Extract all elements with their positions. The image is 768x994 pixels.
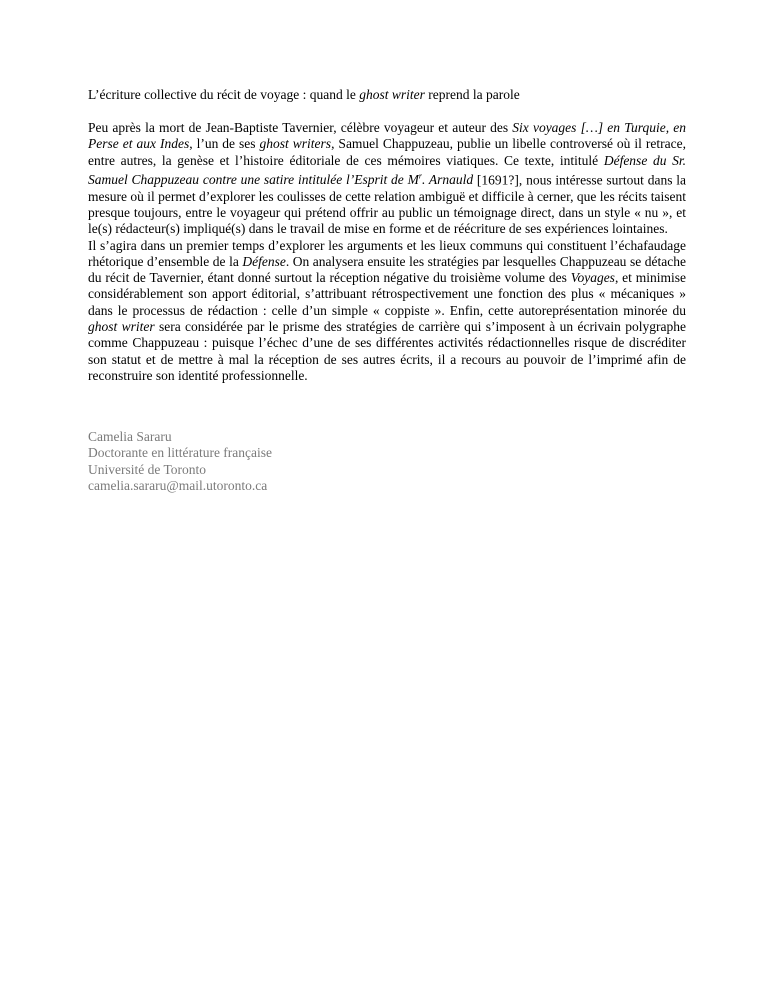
paragraph-method [88, 238, 686, 385]
title-italic-ghost-writer: ghost writer [359, 87, 425, 102]
author-email: camelia.sararu@mail.utoronto.ca [88, 477, 268, 493]
p2-text-4: sera considérée par le prisme des stratégies de carrière qui s’imposent à un écrivain polygraphe comme Chappuzeau : puisque l’échec d’une de ses différentes activités rédactionnelles risque de discréditer son statut et de mettre à mal la réception de ses autres écrits, il a recours au pouvoir de l’imprimé afin de reconstruire son identité professionnelle. [88, 319, 686, 383]
title-text-end: reprend la parole [424, 87, 520, 102]
p2-italic-ghost-writer: ghost writer [88, 319, 155, 335]
p1-defense-title-text: Défense du Sr. Samuel Chappuzeau contre une satire intitulée l’Esprit de M [88, 152, 686, 188]
p1-text-3: , Samuel Chappuzeau, publie un libelle controversé où il retrace, entre autres, la genèse et l’histoire éditoriale de ces mémoires viatiques. Ce texte, intitulé [88, 136, 686, 168]
author-signature [88, 429, 272, 494]
document-title [88, 86, 686, 103]
p2-italic-voyages: Voyages [570, 270, 615, 286]
author-name: Camelia Sararu [88, 429, 172, 444]
p2-italic-defense: Défense [242, 253, 286, 269]
p1-defense-title-superscript: r [418, 171, 422, 181]
author-institution: Université de Toronto [88, 461, 207, 477]
p1-text-4: [1691?], nous intéresse surtout dans la mesure où il permet d’explorer les coulisses de cette relation ambiguë et difficile à cerner, que les récits taisent presque toujours, entre le voyageur qui prétend offrir au public un témoignage direct, dans un style « nu », et le(s) rédacteur(s) impliqué(s) dans le travail de mise en forme et de réécriture de ses expériences lointaines. [88, 172, 686, 237]
p2-text-3: , et minimise considérablement son apport éditorial, s’attribuant rétrospectivement une fonction des plus « mécaniques » dans le processus de rédaction : celle d’un simple « coppiste ». Enfin, cette autoreprésentation minorée du [88, 270, 686, 318]
p1-italic-ghost-writers: ghost writers [259, 136, 332, 152]
p1-italic-six-voyages: Six voyages […] en Turquie, en Perse et aux Indes [88, 120, 686, 152]
p1-defense-title-end: . Arnauld [421, 172, 474, 188]
paragraph-introduction [88, 120, 686, 238]
title-text-start: L’écriture collective du récit de voyage : quand le [88, 87, 360, 102]
p1-text-1: Peu après la mort de Jean-Baptiste Tavernier, célèbre voyageur et auteur des [88, 120, 513, 135]
p1-text-2: , l’un de ses [189, 136, 260, 152]
p2-text-1: Il s’agira dans un premier temps d’explorer les arguments et les lieux communs qui constituent l’échafaudage rhétorique d’ensemble de la [88, 237, 686, 269]
document-body [88, 86, 686, 384]
p2-text-2: . On analysera ensuite les stratégies par lesquelles Chappuzeau se détache du récit de Tavernier, étant donné surtout la réception négative du troisième volume des [88, 253, 686, 286]
author-role: Doctorante en littérature française [88, 445, 273, 461]
